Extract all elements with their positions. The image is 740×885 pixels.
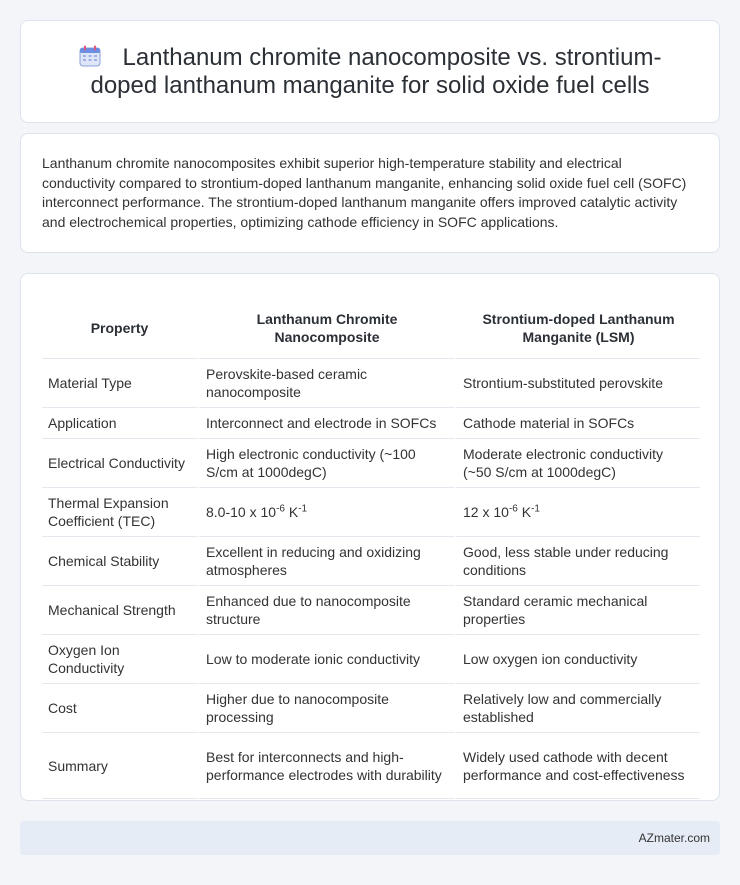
cell-lsm: Widely used cathode with decent performance and cost-effectiveness <box>454 732 700 799</box>
cell-lanthanum-chromite: Best for interconnects and high-performance electrodes with durability <box>197 732 454 799</box>
cell-lanthanum-chromite: Higher due to nanocomposite processing <box>197 683 454 732</box>
table-row <box>42 683 700 732</box>
table-row <box>42 407 700 438</box>
calendar-icon <box>79 45 101 67</box>
table-row <box>42 634 700 683</box>
table-row <box>42 487 700 536</box>
cell-property: Summary <box>42 732 197 799</box>
comparison-table <box>42 294 700 799</box>
comparison-card <box>20 273 720 801</box>
cell-property: Cost <box>42 683 197 732</box>
table-row <box>42 536 700 585</box>
table-header-row <box>42 294 700 358</box>
footer-bar <box>20 821 720 855</box>
cell-lsm: Strontium-substituted perovskite <box>454 358 700 407</box>
header-property: Property <box>90 320 149 336</box>
table-row <box>42 438 700 487</box>
cell-property: Mechanical Strength <box>42 585 197 634</box>
intro-paragraph: Lanthanum chromite nanocomposites exhibit superior high-temperature stability and electrical conductivity compared to strontium-doped lanthanum manganite, enhancing solid oxide fuel cell (SOFC) interconnect performance. The strontium-doped lanthanum manganite offers improved catalytic activity and electrochemical properties, optimizing cathode efficiency in SOFC applications. <box>42 155 687 230</box>
cell-lsm: Standard ceramic mechanical properties <box>454 585 700 634</box>
cell-lsm: Low oxygen ion conductivity <box>454 634 700 683</box>
cell-lanthanum-chromite: Interconnect and electrode in SOFCs <box>197 407 454 438</box>
header-lanthanum-chromite: Lanthanum Chromite Nanocomposite <box>197 294 454 358</box>
page-title: Lanthanum chromite nanocomposite vs. strontium-doped lanthanum manganite for solid oxide fuel cells <box>90 43 662 99</box>
cell-lanthanum-chromite: Low to moderate ionic conductivity <box>197 634 454 683</box>
cell-property: Electrical Conductivity <box>42 438 197 487</box>
cell-lanthanum-chromite: 8.0-10 x $10^{-6}$ $K^{-1}$ <box>197 487 454 536</box>
cell-lanthanum-chromite: Perovskite-based ceramic nanocomposite <box>197 358 454 407</box>
cell-lanthanum-chromite: Enhanced due to nanocomposite structure <box>197 585 454 634</box>
cell-property: Oxygen Ion Conductivity <box>42 634 197 683</box>
cell-property: Material Type <box>42 358 197 407</box>
footer-source: AZmater.com <box>638 831 710 845</box>
header-lsm: Strontium-doped Lanthanum Manganite (LSM) <box>454 294 700 358</box>
intro-card <box>20 133 720 253</box>
cell-property: Thermal Expansion Coefficient (TEC) <box>42 487 197 536</box>
table-row <box>42 585 700 634</box>
cell-lanthanum-chromite: Excellent in reducing and oxidizing atmospheres <box>197 536 454 585</box>
cell-lsm: Relatively low and commercially established <box>454 683 700 732</box>
cell-lsm: Good, less stable under reducing conditions <box>454 536 700 585</box>
cell-lsm: Cathode material in SOFCs <box>454 407 700 438</box>
table-row <box>42 358 700 407</box>
table-row <box>42 732 700 799</box>
cell-property: Application <box>42 407 197 438</box>
title-card <box>20 20 720 123</box>
cell-lsm: Moderate electronic conductivity (~50 S/cm at 1000degC) <box>454 438 700 487</box>
cell-property: Chemical Stability <box>42 536 197 585</box>
cell-lanthanum-chromite: High electronic conductivity (~100 S/cm at 1000degC) <box>197 438 454 487</box>
cell-lsm: 12 x $10^{-6}$ $K^{-1}$ <box>454 487 700 536</box>
